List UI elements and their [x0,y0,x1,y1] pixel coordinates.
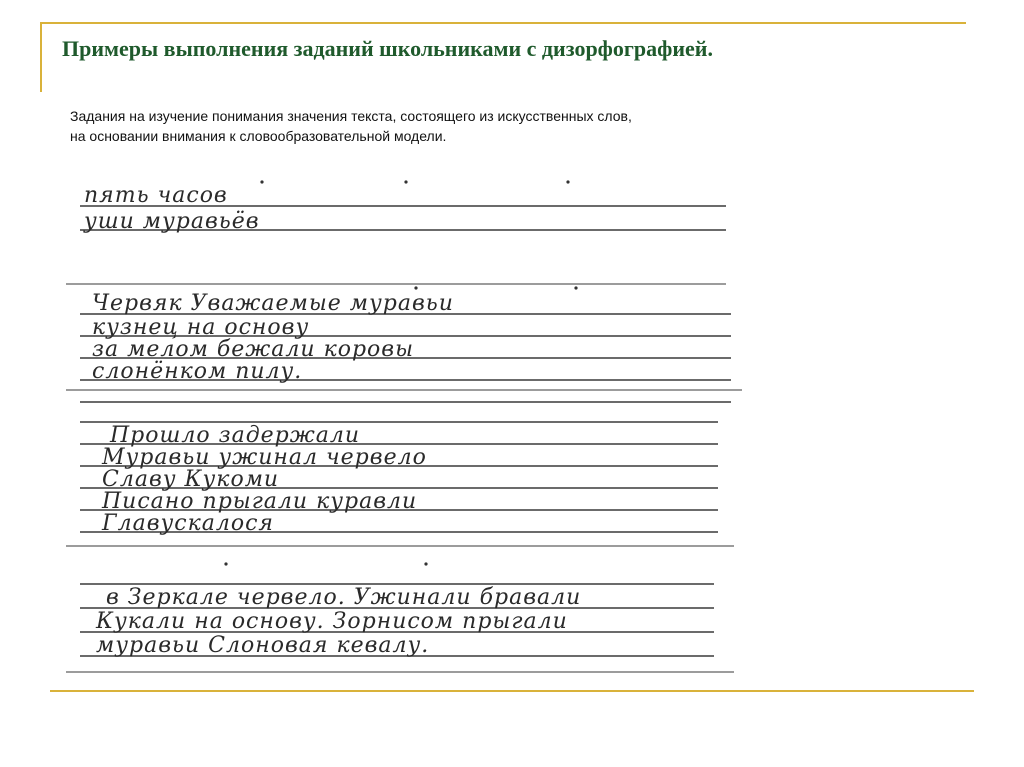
hw-line: Муравьи ужинал червело [102,445,427,470]
hw-line: Главускалося [102,511,274,536]
hw-line: Славу Кукоми [102,467,280,492]
hw-line: за мелом бежали коровы [92,337,415,362]
hw-line: слонёнком пилу. [92,359,303,384]
handwritten-answers [83,183,581,658]
subtitle-line-2: на основании внимания к словообразовательной модели. [70,128,447,144]
hw-line: Прошло задержали [110,423,361,448]
hw-line: уши муравьёв [84,209,260,234]
hw-line: Червяк Уважаемые муравьи [92,291,454,316]
bottom-accent-rule [50,690,974,692]
hw-line: муравьи Слоновая кевалу. [96,633,430,658]
hw-line: Писано прыгали куравли [102,489,418,514]
hw-line: кузнец на основу [92,315,310,340]
subtitle-line-1: Задания на изучение понимания значения текста, состоящего из искусственных слов, [70,108,632,124]
hw-line: пять часов [84,183,228,208]
handwriting-sample-image [66,172,746,682]
hw-line: Кукали на основу. Зорнисом прыгали [96,609,568,634]
slide-title: Примеры выполнения заданий школьниками с дизорфографией. [62,36,713,61]
slide-subtitle [70,106,870,146]
left-accent-rule [40,22,42,92]
top-accent-rule [40,22,966,24]
hw-line: в Зеркале червело. Ужинали бравали [106,585,582,610]
